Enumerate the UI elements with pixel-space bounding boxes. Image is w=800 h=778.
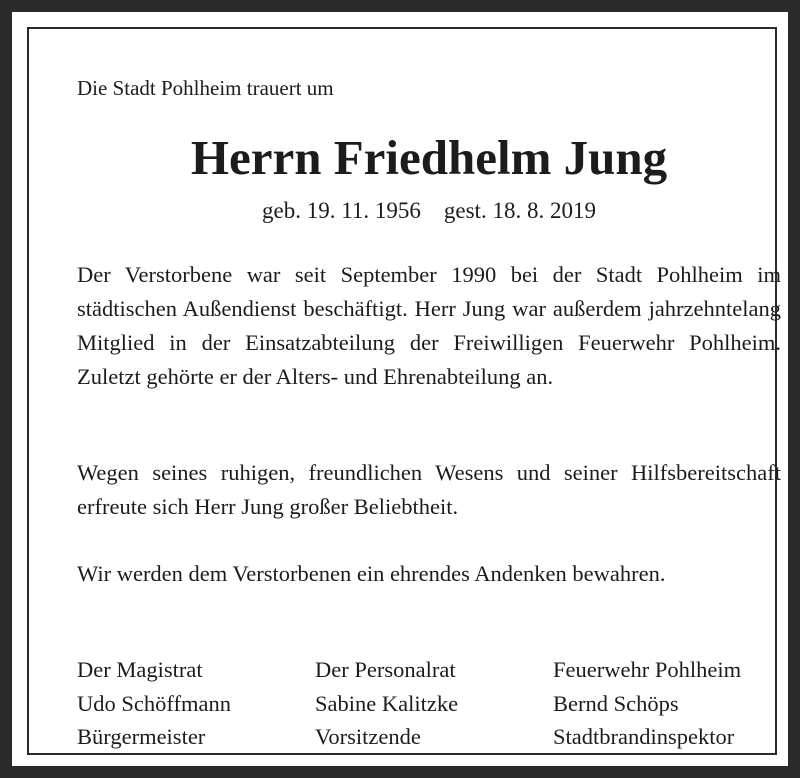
deceased-name: Herrn Friedhelm Jung — [190, 130, 668, 185]
signature-org: Der Personalrat — [315, 657, 456, 682]
life-dates — [77, 195, 781, 227]
signature-role: Stadtbrandinspektor — [553, 724, 735, 749]
signature-role: Bürgermeister — [77, 724, 206, 749]
birth-date: geb. 19. 11. 1956 — [262, 198, 421, 223]
paragraph-remembrance: Wir werden dem Verstorbenen ein ehrendes Andenken bewahren. — [77, 561, 666, 586]
paragraph-character: Wegen seines ruhigen, freundlichen Wesens und seiner Hilfsbereitschaft erfreute sich Herr Jung großer Beliebtheit. — [77, 460, 781, 519]
signature-person: Bernd Schöps — [553, 690, 679, 716]
signature-personalrat — [315, 653, 458, 754]
signature-person: Udo Schöffmann — [77, 690, 231, 716]
signature-role: Vorsitzende — [315, 724, 421, 749]
death-date: gest. 18. 8. 2019 — [443, 198, 596, 223]
inner-border — [27, 27, 781, 755]
paragraph-career: Der Verstorbene war seit September 1990 bei der Stadt Pohlheim im städtischen Außendienst beschäftigt. Herr Jung war außerdem jahrzehntelang Mitglied in der Einsatzabteilung der Freiwilligen Feuerwehr Pohlheim. Zuletzt gehörte er der Alters- und Ehrenabteilung an. — [77, 262, 781, 389]
signature-feuerwehr — [553, 653, 741, 754]
signature-org: Feuerwehr Pohlheim — [553, 657, 742, 682]
intro-text: Die Stadt Pohlheim trauert um — [77, 76, 334, 100]
signature-org: Der Magistrat — [77, 657, 203, 682]
signature-magistrat — [77, 653, 231, 754]
signature-person: Sabine Kalitzke — [315, 690, 459, 716]
